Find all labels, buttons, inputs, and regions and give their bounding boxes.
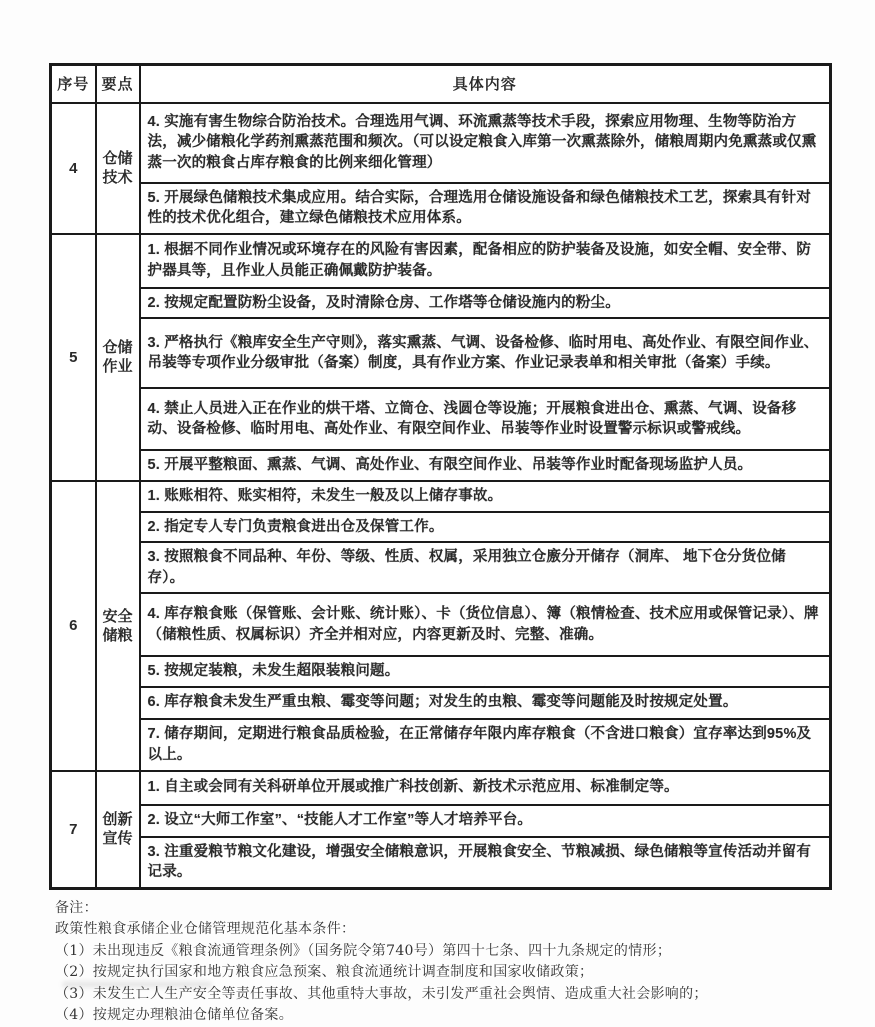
content-cell: 6. 库存粮食未发生严重虫粮、霉变等问题；对发生的虫粮、霉变等问题能及时按规定处置。	[140, 687, 831, 719]
note-line: （3）未发生亡人生产安全等责任事故、其他重特大事故，未引发严重社会舆情、造成重大社会影响的；	[55, 985, 708, 1002]
table-row	[51, 450, 831, 481]
table-row	[51, 288, 831, 319]
content-cell: 2. 设立“大师工作室”、“技能人才工作室”等人才培养平台。	[140, 805, 831, 837]
table-row	[51, 183, 831, 234]
content-cell: 1. 账账相符、账实相符，未发生一般及以上储存事故。	[140, 481, 831, 512]
table-header-row	[51, 65, 831, 103]
content-cell: 4. 库存粮食账（保管账、会计账、统计账）、卡（货位信息）、簿（粮情检查、技术应用或保管记录）、牌（储粮性质、权属标识）齐全并相对应，内容更新及时、完整、准确。	[140, 593, 831, 656]
table-row	[51, 512, 831, 543]
serial-cell: 5	[51, 234, 96, 482]
table-row	[51, 481, 831, 512]
serial-cell: 6	[51, 481, 96, 771]
note-line: （1）未出现违反《粮食流通管理条例》（国务院令第740号）第四十七条、四十九条规定的情形；	[55, 942, 672, 959]
point-cell: 仓储作业	[96, 234, 140, 482]
point-cell: 仓储技术	[96, 103, 140, 234]
content-cell: 3. 注重爱粮节粮文化建设，增强安全储粮意识，开展粮食安全、节粮减损、绿色储粮等宣传活动并留有记录。	[140, 837, 831, 889]
table-row	[51, 593, 831, 656]
table-row	[51, 234, 831, 288]
footnotes	[55, 898, 835, 1027]
table-row	[51, 388, 831, 450]
content-cell: 3. 按照粮食不同品种、年份、等级、性质、权属，采用独立仓廒分开储存（洞库、 地下仓分货位储存）。	[140, 542, 831, 593]
table-row	[51, 656, 831, 687]
point-cell: 安全储粮	[96, 481, 140, 771]
content-cell: 5. 开展平整粮面、熏蒸、气调、高处作业、有限空间作业、吊装等作业时配备现场监护人员。	[140, 450, 831, 481]
table-row	[51, 837, 831, 889]
notes-subtitle: 政策性粮食承储企业仓储管理规范化基本条件：	[55, 921, 356, 937]
serial-cell: 4	[51, 103, 96, 234]
column-header-serial: 序号	[51, 65, 96, 103]
scan-artifact	[62, 981, 212, 988]
content-cell: 5. 开展绿色储粮技术集成应用。结合实际，合理选用仓储设施设备和绿色储粮技术工艺，探索具有针对性的技术优化组合，建立绿色储粮技术应用体系。	[140, 183, 831, 234]
content-cell: 5. 按规定装粮，未发生超限装粮问题。	[140, 656, 831, 687]
point-cell: 创新宣传	[96, 771, 140, 889]
note-line: （4）按规定办理粮油仓储单位备案。	[55, 1007, 294, 1023]
serial-cell: 7	[51, 771, 96, 889]
table-row	[51, 542, 831, 593]
notes-title: 备注：	[55, 899, 98, 916]
content-cell: 2. 指定专人专门负责粮食进出仓及保管工作。	[140, 512, 831, 543]
standards-table	[49, 63, 832, 890]
content-cell: 7. 储存期间，定期进行粮食品质检验，在正常储存年限内库存粮食（不含进口粮食）宜存率达到95%及以上。	[140, 719, 831, 771]
content-cell: 1. 自主或会同有关科研单位开展或推广科技创新、新技术示范应用、标准制定等。	[140, 771, 831, 805]
table-row	[51, 719, 831, 771]
content-cell: 3. 严格执行《粮库安全生产守则》，落实熏蒸、气调、设备检修、临时用电、高处作业、有限空间作业、吊装等专项作业分级审批（备案）制度，具有作业方案、作业记录表单和相关审批（备案）手续。	[140, 318, 831, 388]
table-row	[51, 318, 831, 388]
column-header-content: 具体内容	[140, 65, 831, 103]
content-cell: 2. 按规定配置防粉尘设备，及时清除仓房、工作塔等仓储设施内的粉尘。	[140, 288, 831, 319]
note-line: （2）按规定执行国家和地方粮食应急预案、粮食流通统计调查制度和国家收储政策；	[55, 964, 594, 980]
table-row	[51, 805, 831, 837]
content-cell: 4. 实施有害生物综合防治技术。合理选用气调、环流熏蒸等技术手段，探索应用物理、生物等防治方法，减少储粮化学药剂熏蒸范围和频次。（可以设定粮食入库第一次熏蒸除外，储粮周期内免熏蒸或仅熏蒸一次的粮食占库存粮食的比例来细化管理）	[140, 103, 831, 183]
column-header-point: 要点	[96, 65, 140, 103]
table-row	[51, 771, 831, 805]
table-row	[51, 687, 831, 719]
table-row	[51, 103, 831, 183]
content-cell: 4. 禁止人员进入正在作业的烘干塔、立筒仓、浅圆仓等设施；开展粮食进出仓、熏蒸、气调、设备移动、设备检修、临时用电、高处作业、有限空间作业、吊装等作业时设置警示标识或警戒线。	[140, 388, 831, 450]
content-cell: 1. 根据不同作业情况或环境存在的风险有害因素，配备相应的防护装备及设施，如安全帽、安全带、防护器具等，且作业人员能正确佩戴防护装备。	[140, 234, 831, 288]
